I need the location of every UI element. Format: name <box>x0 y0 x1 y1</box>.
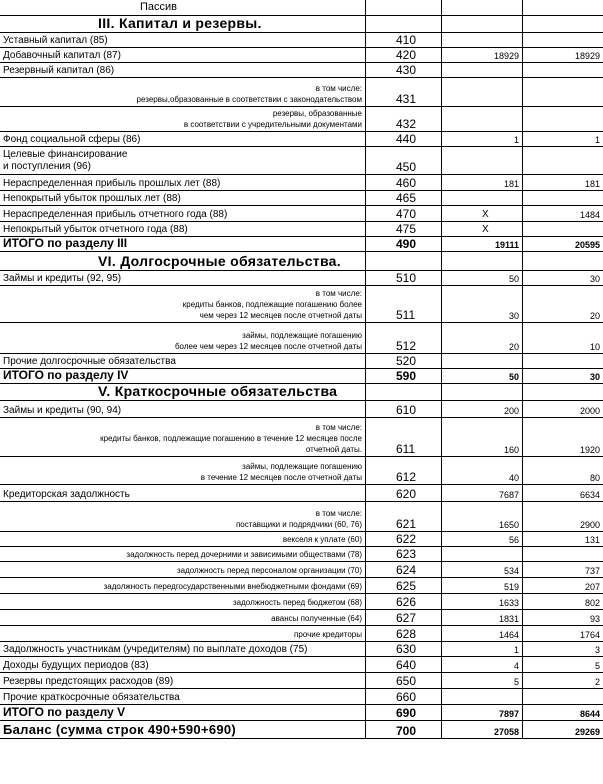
value-end-of-period: 29269 <box>574 727 600 737</box>
value-end-of-period: 5 <box>594 661 600 671</box>
line-code: 590 <box>396 369 417 383</box>
sub-item-label: задолжность перед бюджетом (68) <box>233 598 362 607</box>
table-row <box>0 33 603 48</box>
header-title: Пассив <box>140 1 178 13</box>
value-end-of-period: 131 <box>584 535 600 545</box>
table-row <box>0 132 603 147</box>
sub-item-label: в том числе: поставщики и подрядчики (60, 76) <box>235 509 362 529</box>
line-code: 627 <box>396 611 417 625</box>
line-item-label: Резервный капитал (86) <box>3 65 115 76</box>
table-row <box>0 657 603 673</box>
value-end-of-period: 6634 <box>579 490 600 500</box>
table-row <box>0 175 603 191</box>
value-start-of-year: 200 <box>503 406 519 416</box>
value-start-of-year: 1 <box>513 645 519 655</box>
value-end-of-period: 2000 <box>579 406 600 416</box>
sub-item-label: авансы полученные (64) <box>271 614 362 623</box>
table-row <box>0 532 603 547</box>
table-row <box>0 721 603 739</box>
value-start-of-year: 1650 <box>498 520 519 530</box>
value-start-of-year: 40 <box>508 473 519 483</box>
sub-item-label: прочие кредиторы <box>294 630 362 639</box>
line-code: 620 <box>396 487 417 501</box>
sub-item-label: задолжность передгосударственными внебюджетными фондами (69) <box>103 582 362 591</box>
value-start-of-year: 160 <box>503 445 519 455</box>
section-heading: III. Капитал и резервы. <box>98 16 262 31</box>
line-code: 490 <box>396 237 417 251</box>
line-item-label: Добавочный капитал (87) <box>3 50 121 61</box>
table-row <box>0 147 603 175</box>
table-row <box>0 502 603 532</box>
line-item-label: Непокрытый убыток отчетного года (88) <box>3 224 188 235</box>
line-code: 624 <box>396 563 417 577</box>
value-start-of-year: 4 <box>513 661 519 671</box>
line-code: 475 <box>396 222 417 236</box>
table-row <box>0 222 603 237</box>
line-code: 640 <box>396 658 417 672</box>
table-row <box>0 384 603 401</box>
line-item-label: Нераспределенная прибыль прошлых лет (88) <box>3 178 221 189</box>
table-row <box>0 271 603 286</box>
line-code: 626 <box>396 595 417 609</box>
value-start-of-year: 30 <box>508 311 519 321</box>
line-code: 470 <box>396 207 417 221</box>
value-end-of-period: 10 <box>589 342 600 352</box>
line-code: 628 <box>396 627 417 641</box>
line-code: 660 <box>396 690 417 704</box>
table-row <box>0 578 603 594</box>
value-end-of-period: 1 <box>594 135 600 145</box>
value-start-of-year: X <box>482 224 489 235</box>
section-total-label: ИТОГО по разделу III <box>3 237 128 250</box>
line-code: 512 <box>396 339 417 353</box>
line-code: 700 <box>396 724 417 738</box>
table-row <box>0 594 603 610</box>
line-code: 611 <box>396 442 416 456</box>
value-end-of-period: 737 <box>584 566 600 576</box>
sub-item-label: резервы, образованные в соответствии с учредительными документами <box>183 109 362 129</box>
value-start-of-year: X <box>482 209 489 220</box>
sub-item-label: займы, подлежащие погашению более чем через 12 месяцев после отчетной даты <box>174 331 362 351</box>
line-item-label: Непокрытый убыток прошлых лет (88) <box>3 193 181 204</box>
line-code: 465 <box>396 191 417 205</box>
table-row <box>0 610 603 626</box>
line-item-label: Задолжность участникам (учредителям) по выплате доходов (75) <box>3 644 308 655</box>
table-row <box>0 457 603 485</box>
value-start-of-year: 5 <box>513 677 519 687</box>
line-code: 650 <box>396 674 417 688</box>
table-row <box>0 16 603 33</box>
value-start-of-year: 7897 <box>498 709 519 719</box>
line-code: 431 <box>396 92 417 106</box>
line-code: 430 <box>396 63 417 77</box>
table-row <box>0 107 603 132</box>
value-start-of-year: 18929 <box>493 51 519 61</box>
line-code: 622 <box>396 532 417 546</box>
value-start-of-year: 181 <box>503 179 519 189</box>
table-row <box>0 191 603 206</box>
value-end-of-period: 80 <box>589 473 600 483</box>
line-code: 625 <box>396 579 417 593</box>
value-start-of-year: 56 <box>508 535 519 545</box>
line-item-label: Займы и кредиты (92, 95) <box>3 273 122 284</box>
value-start-of-year: 1633 <box>498 598 519 608</box>
sub-item-label: в том числе: кредиты банков, подлежащие погашению более чем через 12 месяцев после отчетной даты <box>182 289 362 320</box>
table-row <box>0 369 603 384</box>
value-start-of-year: 534 <box>503 566 519 576</box>
table-row <box>0 206 603 222</box>
value-end-of-period: 181 <box>584 179 600 189</box>
line-code: 623 <box>396 547 417 561</box>
line-code: 450 <box>396 160 417 174</box>
table-row <box>0 48 603 63</box>
value-start-of-year: 50 <box>508 372 519 382</box>
line-code: 432 <box>396 117 417 131</box>
line-code: 510 <box>396 271 417 285</box>
line-code: 520 <box>396 354 417 368</box>
table-row <box>0 237 603 252</box>
value-end-of-period: 18929 <box>574 51 600 61</box>
table-row <box>0 401 603 418</box>
value-end-of-period: 20595 <box>574 240 600 250</box>
table-row <box>0 354 603 369</box>
value-start-of-year: 20 <box>508 342 519 352</box>
sub-item-label: задолжность перед персоналом организации (70) <box>176 566 362 575</box>
value-end-of-period: 8644 <box>579 709 600 719</box>
line-item-label: Доходы будущих периодов (83) <box>3 660 149 671</box>
section-heading: V. Краткосрочные обязательства <box>98 384 338 399</box>
value-end-of-period: 207 <box>584 582 600 592</box>
line-item-label: Резервы предстоящих расходов (89) <box>3 676 174 687</box>
sub-item-label: в том числе: кредиты банков, подлежащие погашению в течение 12 месяцев после отчетной даты. <box>100 423 362 454</box>
line-item-label: Кредиторская задолжность <box>3 489 130 500</box>
value-start-of-year: 27058 <box>493 727 519 737</box>
line-item-label: Фонд социальной сферы (86) <box>3 134 141 145</box>
line-code: 610 <box>396 403 417 417</box>
line-code: 630 <box>396 642 417 656</box>
table-row <box>0 323 603 354</box>
table-row <box>0 642 603 657</box>
line-item-label: Прочие долгосрочные обязательства <box>3 356 176 367</box>
sub-item-label: займы, подлежащие погашению в течение 12 месяцев после отчетной даты <box>200 462 362 482</box>
line-item-label: Нераспределенная прибыль отчетного года (88) <box>3 209 228 220</box>
value-end-of-period: 3 <box>594 645 600 655</box>
line-code: 440 <box>396 132 417 146</box>
sub-item-label: векселя к уплате (60) <box>282 535 362 544</box>
value-end-of-period: 1484 <box>579 210 600 220</box>
value-end-of-period: 2 <box>594 677 600 687</box>
line-code: 690 <box>396 706 417 720</box>
value-end-of-period: 802 <box>584 598 600 608</box>
table-row <box>0 705 603 721</box>
table-row <box>0 252 603 271</box>
line-code: 511 <box>396 308 416 322</box>
table-row <box>0 485 603 502</box>
value-end-of-period: 20 <box>589 311 600 321</box>
value-start-of-year: 7687 <box>498 490 519 500</box>
value-start-of-year: 50 <box>508 274 519 284</box>
table-row <box>0 547 603 562</box>
value-start-of-year: 519 <box>503 582 519 592</box>
line-item-label: Уставный капитал (85) <box>3 35 108 46</box>
section-total-label: ИТОГО по разделу V <box>3 705 126 719</box>
value-start-of-year: 1831 <box>498 614 519 624</box>
value-end-of-period: 1920 <box>579 445 600 455</box>
table-header-row <box>0 0 603 16</box>
sub-item-label: задолжность перед дочерними и зависимыми обществами (78) <box>126 550 362 559</box>
line-item-label: Займы и кредиты (90, 94) <box>3 405 122 416</box>
value-end-of-period: 30 <box>589 274 600 284</box>
table-row <box>0 626 603 642</box>
line-code: 460 <box>396 176 417 190</box>
value-end-of-period: 30 <box>589 372 600 382</box>
line-item-label: Прочие краткосрочные обязательства <box>3 692 180 703</box>
table-row <box>0 562 603 578</box>
table-row <box>0 673 603 689</box>
line-item-label: Целевые финансирование и поступления (96) <box>3 149 128 172</box>
value-start-of-year: 1 <box>513 135 519 145</box>
table-row <box>0 78 603 107</box>
value-end-of-period: 1764 <box>579 630 600 640</box>
section-total-label: ИТОГО по разделу IV <box>3 369 129 382</box>
table-row <box>0 63 603 78</box>
balance-total-label: Баланс (сумма строк 490+590+690) <box>3 722 237 737</box>
value-end-of-period: 93 <box>589 614 600 624</box>
table-row <box>0 418 603 457</box>
value-start-of-year: 1464 <box>498 630 519 640</box>
sub-item-label: в том числе: резервы,образованные в соответствии с законодательством <box>136 84 362 104</box>
line-code: 410 <box>396 33 417 47</box>
line-code: 420 <box>396 48 417 62</box>
line-code: 621 <box>396 517 417 531</box>
section-heading: VI. Долгосрочные обязательства. <box>98 253 341 269</box>
table-row <box>0 286 603 323</box>
value-end-of-period: 2900 <box>579 520 600 530</box>
value-start-of-year: 19111 <box>494 240 519 250</box>
line-code: 612 <box>396 470 417 484</box>
table-row <box>0 689 603 705</box>
